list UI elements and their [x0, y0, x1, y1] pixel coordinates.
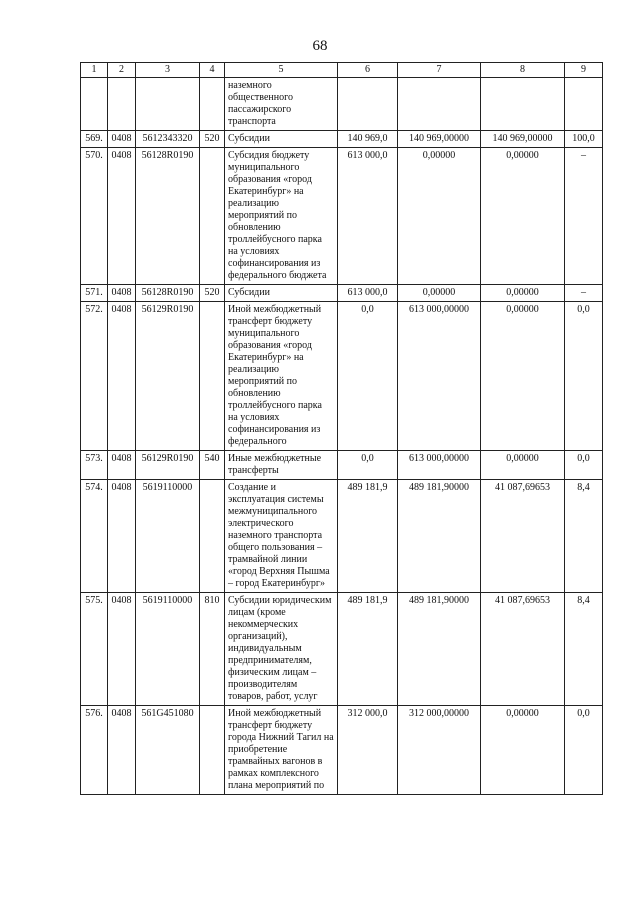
column-header-4: 4	[200, 63, 225, 78]
refined-amount-cell: 312 000,00000	[398, 706, 481, 795]
section-code-cell: 0408	[108, 451, 136, 480]
item-name-cell: Иные межбюджетные трансферты	[225, 451, 338, 480]
page-number: 68	[312, 38, 328, 54]
section-code-cell: 0408	[108, 131, 136, 148]
expense-type-code-cell	[200, 302, 225, 451]
executed-amount-cell: 0,00000	[481, 148, 565, 285]
refined-amount-cell: 613 000,00000	[398, 451, 481, 480]
executed-amount-cell: 0,00000	[481, 302, 565, 451]
item-name-cell: Иной межбюджетный трансферт бюджету города Нижний Тагил на приобретение трамвайных вагонов в рамках комплексного плана мероприятий по	[225, 706, 338, 795]
percent-executed-cell	[565, 78, 603, 131]
column-header-5: 5	[225, 63, 338, 78]
table-row	[81, 285, 603, 302]
section-code-cell: 0408	[108, 480, 136, 593]
approved-amount-cell: 613 000,0	[338, 148, 398, 285]
target-article-code-cell: 5612343320	[136, 131, 200, 148]
column-header-9: 9	[565, 63, 603, 78]
executed-amount-cell: 41 087,69653	[481, 593, 565, 706]
column-header-1: 1	[81, 63, 108, 78]
percent-executed-cell: –	[565, 148, 603, 285]
executed-amount-cell: 140 969,00000	[481, 131, 565, 148]
budget-table	[80, 62, 603, 795]
row-number-cell	[81, 78, 108, 131]
row-number-cell: 576.	[81, 706, 108, 795]
table-row	[81, 706, 603, 795]
expense-type-code-cell	[200, 480, 225, 593]
item-name-cell: Субсидия бюджету муниципального образования «город Екатеринбург» на реализацию мероприятий по обновлению троллейбусного парка на условиях софинансирования из федерального бюджета	[225, 148, 338, 285]
row-number-cell: 571.	[81, 285, 108, 302]
approved-amount-cell: 613 000,0	[338, 285, 398, 302]
target-article-code-cell: 561G451080	[136, 706, 200, 795]
expense-type-code-cell	[200, 706, 225, 795]
table-row	[81, 148, 603, 285]
column-header-7: 7	[398, 63, 481, 78]
section-code-cell: 0408	[108, 148, 136, 285]
target-article-code-cell: 5619110000	[136, 593, 200, 706]
table-row	[81, 480, 603, 593]
executed-amount-cell: 0,00000	[481, 706, 565, 795]
target-article-code-cell: 5619110000	[136, 480, 200, 593]
percent-executed-cell: 100,0	[565, 131, 603, 148]
percent-executed-cell: 0,0	[565, 302, 603, 451]
table-row	[81, 593, 603, 706]
target-article-code-cell: 56129R0190	[136, 451, 200, 480]
expense-type-code-cell	[200, 78, 225, 131]
target-article-code-cell: 56128R0190	[136, 148, 200, 285]
table-row	[81, 302, 603, 451]
refined-amount-cell	[398, 78, 481, 131]
item-name-cell: наземного общественного пассажирского транспорта	[225, 78, 338, 131]
percent-executed-cell: 8,4	[565, 480, 603, 593]
target-article-code-cell	[136, 78, 200, 131]
item-name-cell: Субсидии юридическим лицам (кроме некоммерческих организаций), индивидуальным предпринимателям, физическим лицам – производителям товаров, работ, услуг	[225, 593, 338, 706]
approved-amount-cell: 0,0	[338, 451, 398, 480]
refined-amount-cell: 0,00000	[398, 285, 481, 302]
approved-amount-cell: 489 181,9	[338, 593, 398, 706]
approved-amount-cell: 489 181,9	[338, 480, 398, 593]
header-row	[81, 63, 603, 78]
table-row	[81, 78, 603, 131]
column-header-8: 8	[481, 63, 565, 78]
column-header-6: 6	[338, 63, 398, 78]
table-row	[81, 451, 603, 480]
row-number-cell: 569.	[81, 131, 108, 148]
item-name-cell: Субсидии	[225, 285, 338, 302]
executed-amount-cell: 0,00000	[481, 285, 565, 302]
executed-amount-cell: 0,00000	[481, 451, 565, 480]
refined-amount-cell: 613 000,00000	[398, 302, 481, 451]
table-row	[81, 131, 603, 148]
target-article-code-cell: 56129R0190	[136, 302, 200, 451]
approved-amount-cell: 0,0	[338, 302, 398, 451]
item-name-cell: Создание и эксплуатация системы межмуниципального электрического наземного транспорта общего пользования – трамвайной линии «город Верхняя Пышма – город Екатеринбург»	[225, 480, 338, 593]
column-header-3: 3	[136, 63, 200, 78]
refined-amount-cell: 140 969,00000	[398, 131, 481, 148]
row-number-cell: 575.	[81, 593, 108, 706]
approved-amount-cell: 312 000,0	[338, 706, 398, 795]
expense-type-code-cell: 520	[200, 131, 225, 148]
section-code-cell: 0408	[108, 285, 136, 302]
expense-type-code-cell	[200, 148, 225, 285]
refined-amount-cell: 0,00000	[398, 148, 481, 285]
executed-amount-cell: 41 087,69653	[481, 480, 565, 593]
approved-amount-cell: 140 969,0	[338, 131, 398, 148]
percent-executed-cell: –	[565, 285, 603, 302]
row-number-cell: 570.	[81, 148, 108, 285]
percent-executed-cell: 0,0	[565, 451, 603, 480]
section-code-cell: 0408	[108, 302, 136, 451]
section-code-cell	[108, 78, 136, 131]
approved-amount-cell	[338, 78, 398, 131]
refined-amount-cell: 489 181,90000	[398, 480, 481, 593]
executed-amount-cell	[481, 78, 565, 131]
row-number-cell: 573.	[81, 451, 108, 480]
percent-executed-cell: 8,4	[565, 593, 603, 706]
column-header-2: 2	[108, 63, 136, 78]
expense-type-code-cell: 520	[200, 285, 225, 302]
item-name-cell: Субсидии	[225, 131, 338, 148]
item-name-cell: Иной межбюджетный трансферт бюджету муниципального образования «город Екатеринбург» на реализацию мероприятий по обновлению троллейбусного парка на условиях софинансирования из федерального	[225, 302, 338, 451]
row-number-cell: 574.	[81, 480, 108, 593]
expense-type-code-cell: 810	[200, 593, 225, 706]
section-code-cell: 0408	[108, 706, 136, 795]
row-number-cell: 572.	[81, 302, 108, 451]
section-code-cell: 0408	[108, 593, 136, 706]
percent-executed-cell: 0,0	[565, 706, 603, 795]
target-article-code-cell: 56128R0190	[136, 285, 200, 302]
refined-amount-cell: 489 181,90000	[398, 593, 481, 706]
expense-type-code-cell: 540	[200, 451, 225, 480]
